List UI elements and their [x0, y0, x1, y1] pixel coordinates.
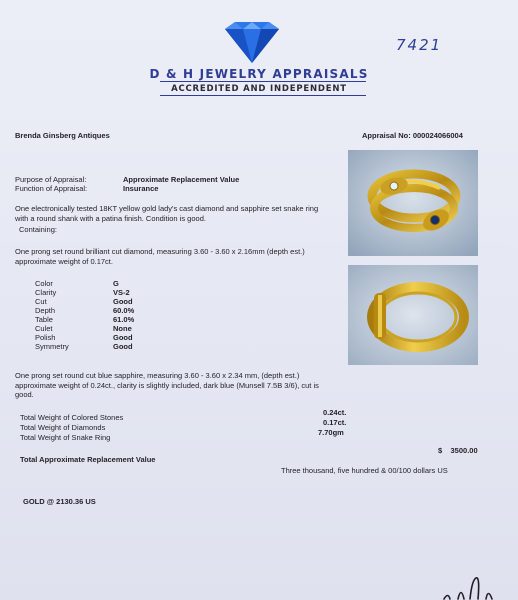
grade-value: Good	[113, 297, 133, 306]
total-label: Total Weight of Diamonds	[20, 423, 106, 432]
handwritten-number: 7421	[396, 36, 443, 54]
containing-label: Containing:	[19, 225, 57, 234]
grade-label: Cut	[35, 297, 47, 306]
grade-label: Clarity	[35, 288, 57, 297]
header-rule-top	[160, 81, 366, 82]
grade-value: 60.0%	[113, 306, 135, 315]
grade-label: Culet	[35, 324, 53, 333]
grade-value: None	[113, 324, 132, 333]
replacement-price: $ 3500.00	[438, 446, 478, 455]
grade-value: G	[113, 279, 119, 288]
total-value: 0.17ct.	[323, 418, 347, 427]
grade-label: Table	[35, 315, 53, 324]
ring-photo-top	[348, 150, 478, 256]
signature-mark	[440, 572, 500, 600]
diamond-logo-icon	[219, 20, 285, 64]
total-value: 0.24ct.	[323, 408, 347, 417]
grade-value: VS-2	[113, 288, 130, 297]
ring-photo-side	[348, 265, 478, 365]
total-label: Total Weight of Colored Stones	[20, 413, 124, 422]
client-name: Brenda Ginsberg Antiques	[15, 131, 110, 140]
grade-value: Good	[113, 333, 133, 342]
function-value: Insurance	[123, 184, 159, 193]
purpose-label: Purpose of Appraisal:	[15, 175, 87, 184]
grade-value: 61.0%	[113, 315, 135, 324]
grade-label: Symmetry	[35, 342, 69, 351]
price-in-words: Three thousand, five hundred & 00/100 dollars US	[281, 466, 448, 475]
total-label: Total Weight of Snake Ring	[20, 433, 111, 442]
diamond-description: One prong set round brilliant cut diamond, measuring 3.60 - 3.60 x 2.16mm (depth est.) approximate weight of 0.17ct.	[15, 247, 305, 266]
appraisal-number: Appraisal No: 000024066004	[362, 131, 463, 140]
grade-label: Depth	[35, 306, 56, 315]
total-value: 7.70gm	[318, 428, 344, 437]
grade-value: Good	[113, 342, 133, 351]
header-rule-bottom	[160, 95, 366, 96]
total-replacement-label: Total Approximate Replacement Value	[20, 455, 156, 464]
function-label: Function of Appraisal:	[15, 184, 88, 193]
company-name: D & H JEWELRY APPRAISALS	[149, 67, 369, 81]
sapphire-description: One prong set round cut blue sapphire, measuring 3.60 - 3.60 x 2.34 mm, (depth est.) approximate weight of 0.24ct., clarity is slightly included, dark blue (Munsell 7.5B 3/6), cut is good.	[15, 371, 319, 399]
grade-label: Color	[35, 279, 53, 288]
purpose-value: Approximate Replacement Value	[123, 175, 240, 184]
grade-label: Polish	[35, 333, 56, 342]
gold-price: GOLD @ 2130.36 US	[23, 497, 96, 506]
company-tagline: ACCREDITED AND INDEPENDENT	[171, 84, 347, 94]
item-description: One electronically tested 18KT yellow gold lady's cast diamond and sapphire set snake ring with a round shank with a patina finish. Condition is good.	[15, 204, 319, 223]
